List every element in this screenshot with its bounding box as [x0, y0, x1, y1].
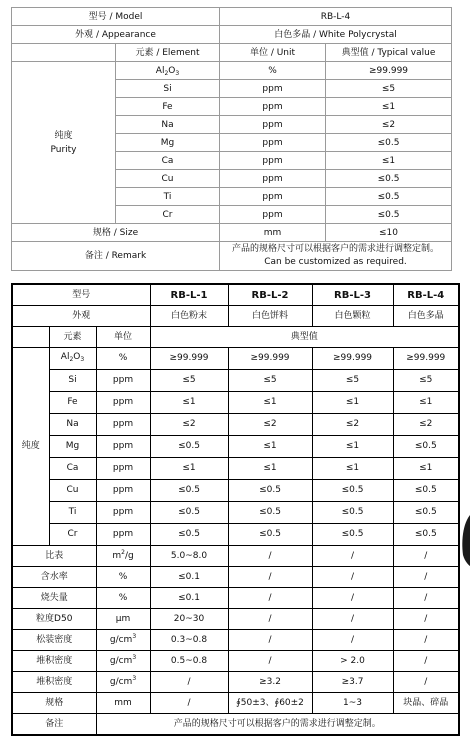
value-cell: ≤2 [312, 414, 393, 436]
value-cell: ≤1 [326, 152, 452, 170]
unit-cell: % [96, 567, 150, 588]
value-cell: ≥3.7 [312, 672, 393, 693]
value-cell: ≤0.1 [150, 567, 228, 588]
value-cell: ≤0.5 [228, 524, 312, 546]
model-label: 型号 / Model [12, 8, 220, 26]
value-cell: / [150, 672, 228, 693]
model-row [12, 284, 459, 306]
property-row [12, 630, 459, 651]
remark-value: 产品的规格尺寸可以根据客户的需求进行调整定制。 [96, 714, 459, 736]
value-cell: ≤2 [228, 414, 312, 436]
model-value: RB-L-4 [220, 8, 452, 26]
value-cell: / [228, 609, 312, 630]
element-cell: Cr [116, 206, 220, 224]
element-cell: Ca [116, 152, 220, 170]
property-name: 松装密度 [12, 630, 96, 651]
element-cell: Ti [49, 502, 96, 524]
value-cell: ≤1 [150, 458, 228, 480]
value-cell: / [393, 630, 459, 651]
model-comparison-table [11, 283, 460, 736]
element-cell: Si [49, 370, 96, 392]
value-cell: ≤1 [228, 392, 312, 414]
purity-row [12, 458, 459, 480]
value-cell: ≤2 [150, 414, 228, 436]
value-cell: ≤0.5 [228, 480, 312, 502]
property-row [12, 567, 459, 588]
remark-value [220, 242, 452, 271]
unit-cell: ppm [220, 170, 326, 188]
unit-cell: ppm [220, 116, 326, 134]
unit-cell: ppm [220, 80, 326, 98]
appearance-value: 白色多晶 / White Polycrystal [220, 26, 452, 44]
value-cell: ≤0.5 [326, 134, 452, 152]
value-cell: 块晶、碎晶 [393, 693, 459, 714]
value-cell: ≤0.5 [312, 502, 393, 524]
unit-cell: ppm [220, 98, 326, 116]
unit-cell: μm [96, 609, 150, 630]
value-cell: ≤1 [150, 392, 228, 414]
unit-cell: ppm [220, 188, 326, 206]
value-cell: ≤0.1 [150, 588, 228, 609]
value-cell: > 2.0 [312, 651, 393, 672]
element-header: 元素 [49, 327, 96, 348]
appearance-value: 白色颗粒 [312, 306, 393, 327]
unit-cell: % [96, 588, 150, 609]
property-row [12, 588, 459, 609]
value-cell: 0.3~0.8 [150, 630, 228, 651]
value-cell: / [393, 567, 459, 588]
purity-row [12, 524, 459, 546]
element-cell: Si [116, 80, 220, 98]
purity-row [12, 370, 459, 392]
remark-label: 备注 / Remark [12, 242, 220, 271]
unit-cell: $m^2/g$ [96, 546, 150, 567]
value-cell: ≤0.5 [393, 436, 459, 458]
element-cell: $Al_2O_3$ [49, 348, 96, 370]
value-cell: ≤0.5 [393, 502, 459, 524]
value-cell: ≤0.5 [393, 524, 459, 546]
unit-cell: ppm [96, 414, 150, 436]
value-cell: ≤1 [312, 436, 393, 458]
purity-en: Purity [50, 144, 77, 155]
purity-label: 纯度 [12, 348, 49, 546]
value-cell: / [312, 567, 393, 588]
model-name: RB-L-4 [393, 284, 459, 306]
unit-cell: $g/cm^3$ [96, 672, 150, 693]
unit-cell: ppm [220, 134, 326, 152]
purity-row [12, 436, 459, 458]
element-cell: Fe [116, 98, 220, 116]
unit-cell: ppm [220, 152, 326, 170]
appearance-value: 白色多晶 [393, 306, 459, 327]
value-cell: ≤0.5 [150, 480, 228, 502]
value-cell: ≤1 [326, 98, 452, 116]
value-cell: ≤5 [150, 370, 228, 392]
value-cell: ≤5 [312, 370, 393, 392]
purity-row [12, 414, 459, 436]
value-cell: / [312, 630, 393, 651]
value-cell: ≥99.999 [228, 348, 312, 370]
value-cell: ≤2 [326, 116, 452, 134]
element-cell: $Al_2O_3$ [116, 62, 220, 80]
element-cell: Cu [49, 480, 96, 502]
value-cell: / [228, 546, 312, 567]
value-cell: ≤1 [312, 458, 393, 480]
element-cell: Na [49, 414, 96, 436]
value-cell: ≤0.5 [150, 502, 228, 524]
value-cell: / [312, 609, 393, 630]
value-cell: ≤0.5 [150, 436, 228, 458]
value-cell: / [228, 630, 312, 651]
model-name: RB-L-1 [150, 284, 228, 306]
element-header: 元素 / Element [116, 44, 220, 62]
unit-header: 单位 [96, 327, 150, 348]
property-name: 含水率 [12, 567, 96, 588]
property-row [12, 693, 459, 714]
value-cell: ≤5 [228, 370, 312, 392]
unit-cell: ppm [96, 370, 150, 392]
remark-cn: 产品的规格尺寸可以根据客户的需求进行调整定制。 [232, 244, 440, 254]
value-cell: ≥99.999 [393, 348, 459, 370]
value-cell: / [312, 546, 393, 567]
property-name: 粒度D50 [12, 609, 96, 630]
unit-cell: ppm [96, 524, 150, 546]
remark-row [12, 242, 452, 271]
property-name: 比表 [12, 546, 96, 567]
unit-cell: $g/cm^3$ [96, 651, 150, 672]
appearance-row [12, 306, 459, 327]
remark-row [12, 714, 459, 736]
value-cell: / [393, 609, 459, 630]
property-row [12, 672, 459, 693]
value-cell: / [312, 588, 393, 609]
blank-cell [12, 327, 49, 348]
value-cell: ≤1 [393, 458, 459, 480]
single-model-spec-table [11, 7, 452, 271]
appearance-row [12, 26, 452, 44]
typical-header: 典型值 [150, 327, 459, 348]
unit-cell: ppm [96, 392, 150, 414]
value-cell: ≤0.5 [312, 524, 393, 546]
purity-row [12, 62, 452, 80]
unit-cell: ppm [96, 502, 150, 524]
purity-row [12, 480, 459, 502]
value-cell: / [228, 651, 312, 672]
model-name: RB-L-3 [312, 284, 393, 306]
element-cell: Na [116, 116, 220, 134]
value-cell: ≤0.5 [326, 188, 452, 206]
size-label: 规格 / Size [12, 224, 220, 242]
value-cell: ≤0.5 [326, 170, 452, 188]
element-cell: Cr [49, 524, 96, 546]
value-cell: / [228, 567, 312, 588]
value-cell: 1~3 [312, 693, 393, 714]
model-row [12, 8, 452, 26]
unit-cell: ppm [96, 458, 150, 480]
value-cell: ≤1 [228, 458, 312, 480]
value-cell: ≤5 [393, 370, 459, 392]
value-cell: ≤1 [228, 436, 312, 458]
property-row [12, 546, 459, 567]
element-cell: Ti [116, 188, 220, 206]
value-cell: 20~30 [150, 609, 228, 630]
purity-cn: 纯度 [54, 130, 73, 141]
value-cell: ≤0.5 [326, 206, 452, 224]
value-cell: 5.0~8.0 [150, 546, 228, 567]
remark-label: 备注 [12, 714, 96, 736]
value-cell: ≥3.2 [228, 672, 312, 693]
value-cell: ≤0.5 [393, 480, 459, 502]
element-cell: Mg [116, 134, 220, 152]
element-cell: Cu [116, 170, 220, 188]
value-cell: / [393, 546, 459, 567]
value-cell: ≤0.5 [150, 524, 228, 546]
property-row [12, 609, 459, 630]
size-value: ≤10 [326, 224, 452, 242]
unit-cell: % [96, 348, 150, 370]
value-cell: / [150, 693, 228, 714]
value-cell: ≤1 [393, 392, 459, 414]
value-cell: ≥99.999 [326, 62, 452, 80]
value-cell: ≤0.5 [312, 480, 393, 502]
model-name: RB-L-2 [228, 284, 312, 306]
element-cell: Mg [49, 436, 96, 458]
element-cell: Ca [49, 458, 96, 480]
appearance-label: 外观 / Appearance [12, 26, 220, 44]
size-unit: mm [220, 224, 326, 242]
property-name: 烧失量 [12, 588, 96, 609]
model-label: 型号 [12, 284, 150, 306]
property-name: 堆积密度 [12, 672, 96, 693]
unit-cell: ppm [96, 480, 150, 502]
property-row [12, 651, 459, 672]
purity-row [12, 392, 459, 414]
page-edge-decoration [459, 510, 470, 570]
value-cell: ≤2 [393, 414, 459, 436]
unit-cell: mm [96, 693, 150, 714]
value-cell: / [393, 651, 459, 672]
value-cell: ≥99.999 [312, 348, 393, 370]
remark-en: Can be customized as required. [264, 257, 407, 267]
unit-cell: ppm [220, 206, 326, 224]
value-cell: / [393, 588, 459, 609]
typical-header: 典型值 / Typical value [326, 44, 452, 62]
size-row [12, 224, 452, 242]
value-cell: ≤5 [326, 80, 452, 98]
value-cell: ≥99.999 [150, 348, 228, 370]
blank-cell [12, 44, 116, 62]
header-row [12, 44, 452, 62]
element-cell: Fe [49, 392, 96, 414]
unit-header: 单位 / Unit [220, 44, 326, 62]
purity-row [12, 502, 459, 524]
unit-cell: $g/cm^3$ [96, 630, 150, 651]
value-cell: ≤1 [312, 392, 393, 414]
appearance-label: 外观 [12, 306, 150, 327]
value-cell: ∮50±3、∮60±2 [228, 693, 312, 714]
purity-label [12, 62, 116, 224]
unit-cell: % [220, 62, 326, 80]
purity-row [12, 348, 459, 370]
appearance-value: 白色粉末 [150, 306, 228, 327]
value-cell: ≤0.5 [228, 502, 312, 524]
property-name: 规格 [12, 693, 96, 714]
property-name: 堆积密度 [12, 651, 96, 672]
value-cell: / [228, 588, 312, 609]
value-cell: / [393, 672, 459, 693]
unit-cell: ppm [96, 436, 150, 458]
header-row [12, 327, 459, 348]
value-cell: 0.5~0.8 [150, 651, 228, 672]
appearance-value: 白色饼料 [228, 306, 312, 327]
